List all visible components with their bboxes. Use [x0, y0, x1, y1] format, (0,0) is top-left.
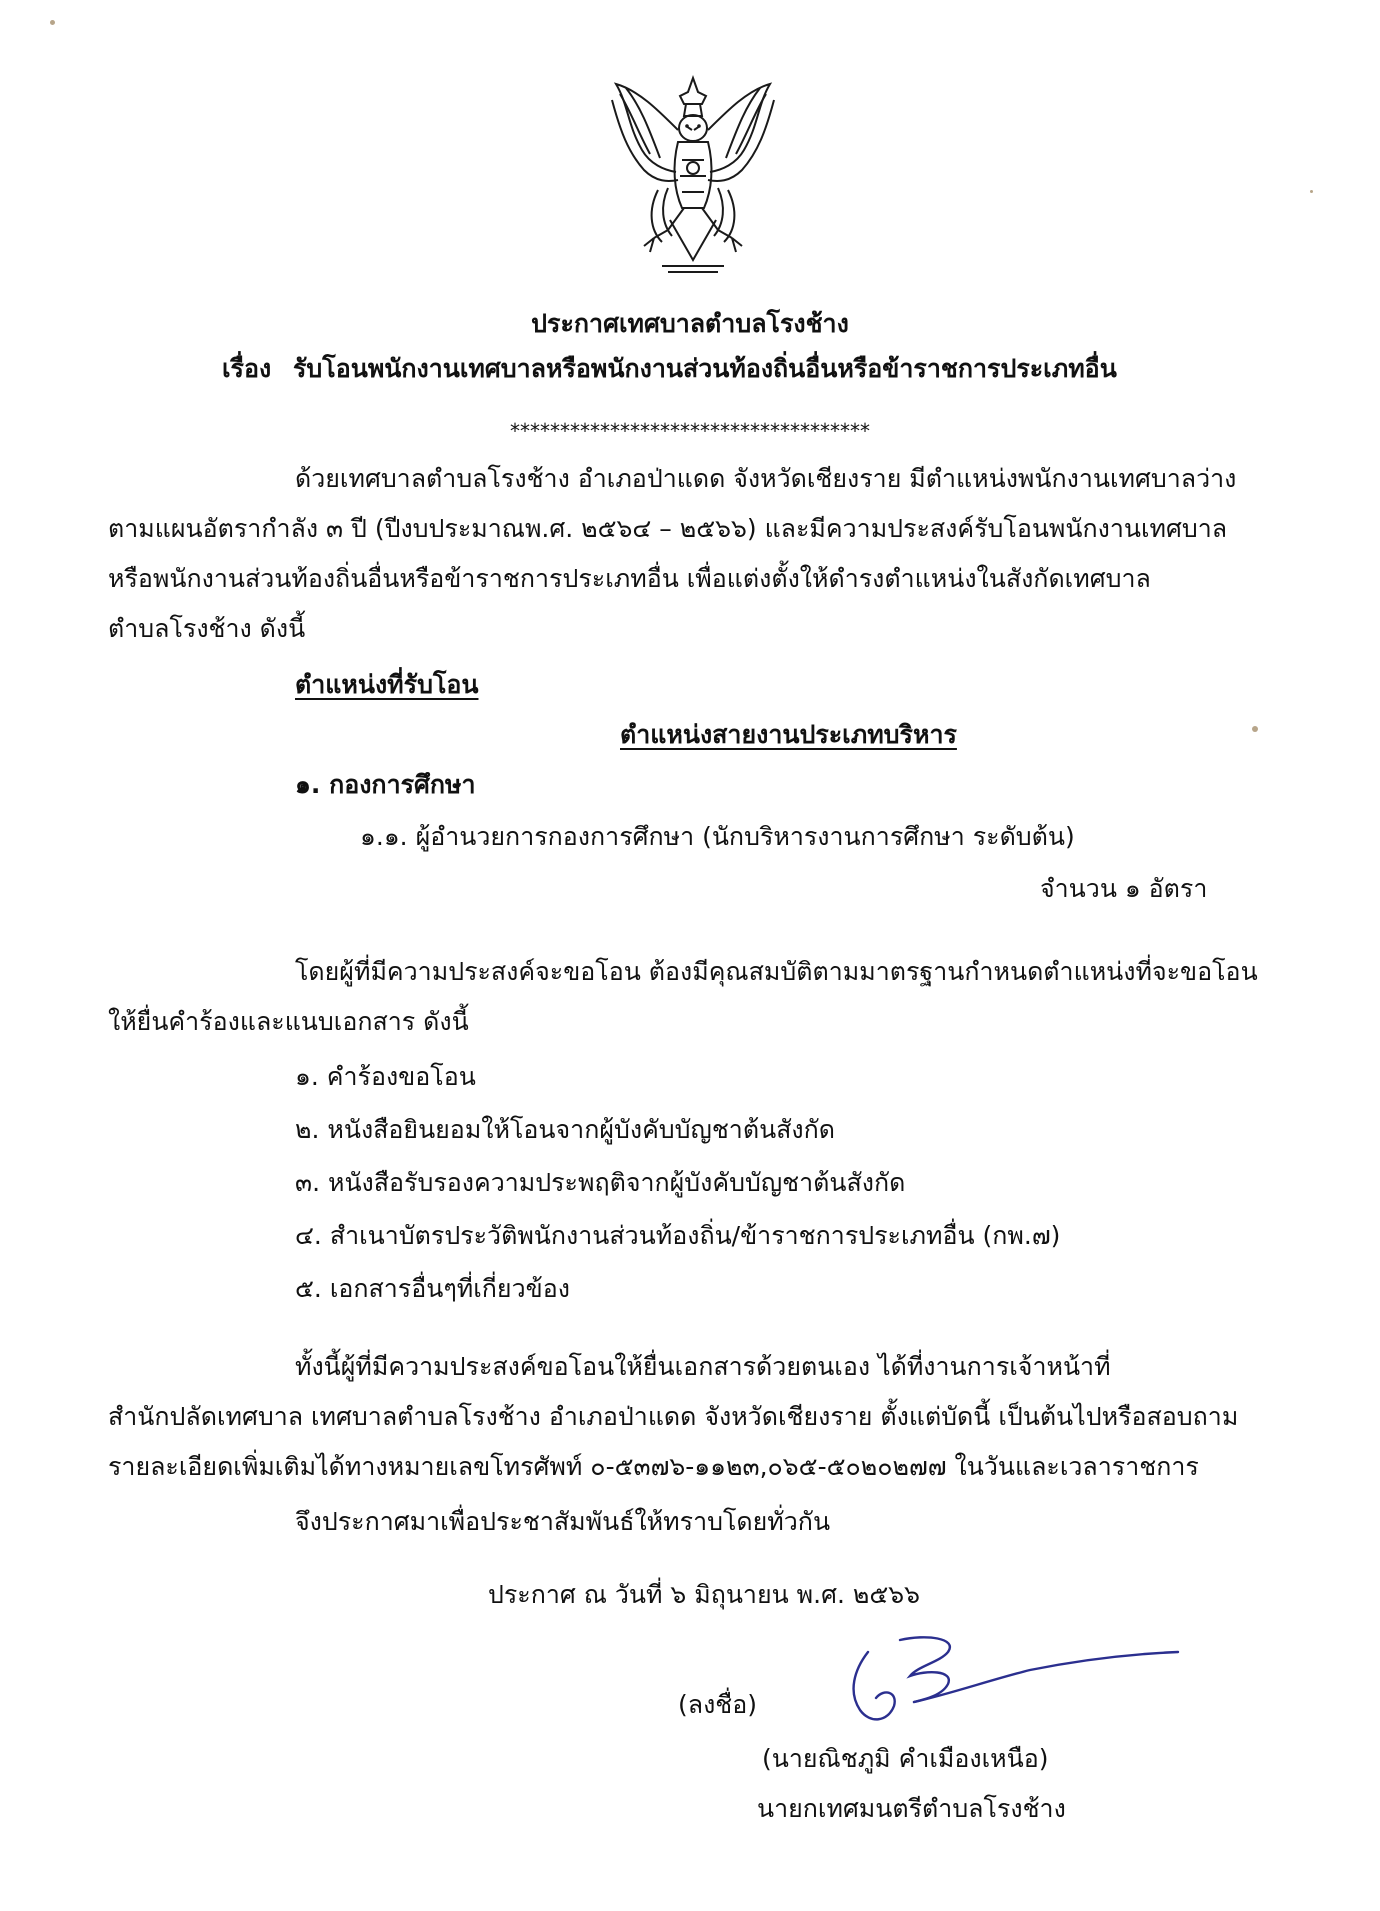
scan-speck [50, 20, 55, 25]
contact-line-3: รายละเอียดเพิ่มเติมได้ทางหมายเลขโทรศัพท์ ๐-๕๓๗๖-๑๑๒๓,๐๖๕-๕๐๒๐๒๗๗ ในวันและเวลาราชการ [108, 1452, 1199, 1481]
requirement-item: ๓. หนังสือรับรองความประพฤติจากผู้บังคับบัญชาต้นสังกัด [295, 1168, 906, 1197]
subject-text: รับโอนพนักงานเทศบาลหรือพนักงานส่วนท้องถิ่นอื่นหรือข้าราชการประเภทอื่น [293, 354, 1117, 383]
positions-category: ตำแหน่งสายงานประเภทบริหาร [620, 720, 957, 749]
signatory-title: นายกเทศมนตรีตำบลโรงช้าง [757, 1794, 1066, 1823]
requirement-item: ๑. คำร้องขอโอน [295, 1062, 476, 1091]
intro-line-2: ตามแผนอัตรากำลัง ๓ ปี (ปีงบประมาณพ.ศ. ๒๕๖๔ – ๒๕๖๖) และมีความประสงค์รับโอนพนักงานเทศบาล [108, 514, 1228, 543]
scan-speck [1310, 190, 1313, 193]
requirement-item: ๔. สำเนาบัตรประวัติพนักงานส่วนท้องถิ่น/ข้าราชการประเภทอื่น (กพ.๗) [295, 1221, 1061, 1250]
intro-line-1: ด้วยเทศบาลตำบลโรงช้าง อำเภอป่าแดด จังหวัดเชียงราย มีตำแหน่งพนักงานเทศบาลว่าง [295, 464, 1237, 493]
subject-prefix: เรื่อง [222, 354, 272, 383]
garuda-emblem-icon [598, 70, 788, 280]
requirements-line-2: ให้ยื่นคำร้องและแนบเอกสาร ดังนี้ [108, 1007, 469, 1036]
scan-speck [1252, 726, 1258, 732]
intro-line-3: หรือพนักงานส่วนท้องถิ่นอื่นหรือข้าราชการประเภทอื่น เพื่อแต่งตั้งให้ดำรงตำแหน่งในสังกัดเทศบาล [108, 564, 1151, 593]
requirement-item: ๕. เอกสารอื่นๆที่เกี่ยวข้อง [295, 1274, 570, 1303]
closing-text: จึงประกาศมาเพื่อประชาสัมพันธ์ให้ทราบโดยทั่วกัน [295, 1507, 831, 1536]
contact-line-1: ทั้งนี้ผู้ที่มีความประสงค์ขอโอนให้ยื่นเอกสารด้วยตนเอง ได้ที่งานการเจ้าหน้าที่ [295, 1352, 1111, 1381]
requirements-line-1: โดยผู้ที่มีความประสงค์จะขอโอน ต้องมีคุณสมบัติตามมาตรฐานกำหนดตำแหน่งที่จะขอโอน [295, 957, 1258, 986]
handwritten-signature [830, 1630, 1190, 1730]
contact-line-2: สำนักปลัดเทศบาล เทศบาลตำบลโรงช้าง อำเภอป่าแดด จังหวัดเชียงราย ตั้งแต่บัดนี้ เป็นต้นไปหรือสอบถาม [108, 1402, 1239, 1431]
requirement-item: ๒. หนังสือยินยอมให้โอนจากผู้บังคับบัญชาต้นสังกัด [295, 1115, 836, 1144]
position-count: จำนวน ๑ อัตรา [1040, 874, 1208, 903]
separator-stars: ************************************ [510, 419, 870, 443]
position-title: ๑.๑. ผู้อำนวยการกองการศึกษา (นักบริหารงานการศึกษา ระดับต้น) [360, 822, 1075, 851]
announcement-title: ประกาศเทศบาลตำบลโรงช้าง [531, 309, 849, 338]
division-name: ๑. กองการศึกษา [295, 770, 476, 799]
positions-heading: ตำแหน่งที่รับโอน [295, 670, 479, 699]
signatory-name: (นายณิชภูมิ คำเมืองเหนือ) [762, 1744, 1049, 1773]
intro-line-4: ตำบลโรงช้าง ดังนี้ [108, 614, 306, 643]
signature-label: (ลงชื่อ) [678, 1690, 758, 1719]
announcement-date: ประกาศ ณ วันที่ ๖ มิถุนายน พ.ศ. ๒๕๖๖ [488, 1580, 920, 1609]
